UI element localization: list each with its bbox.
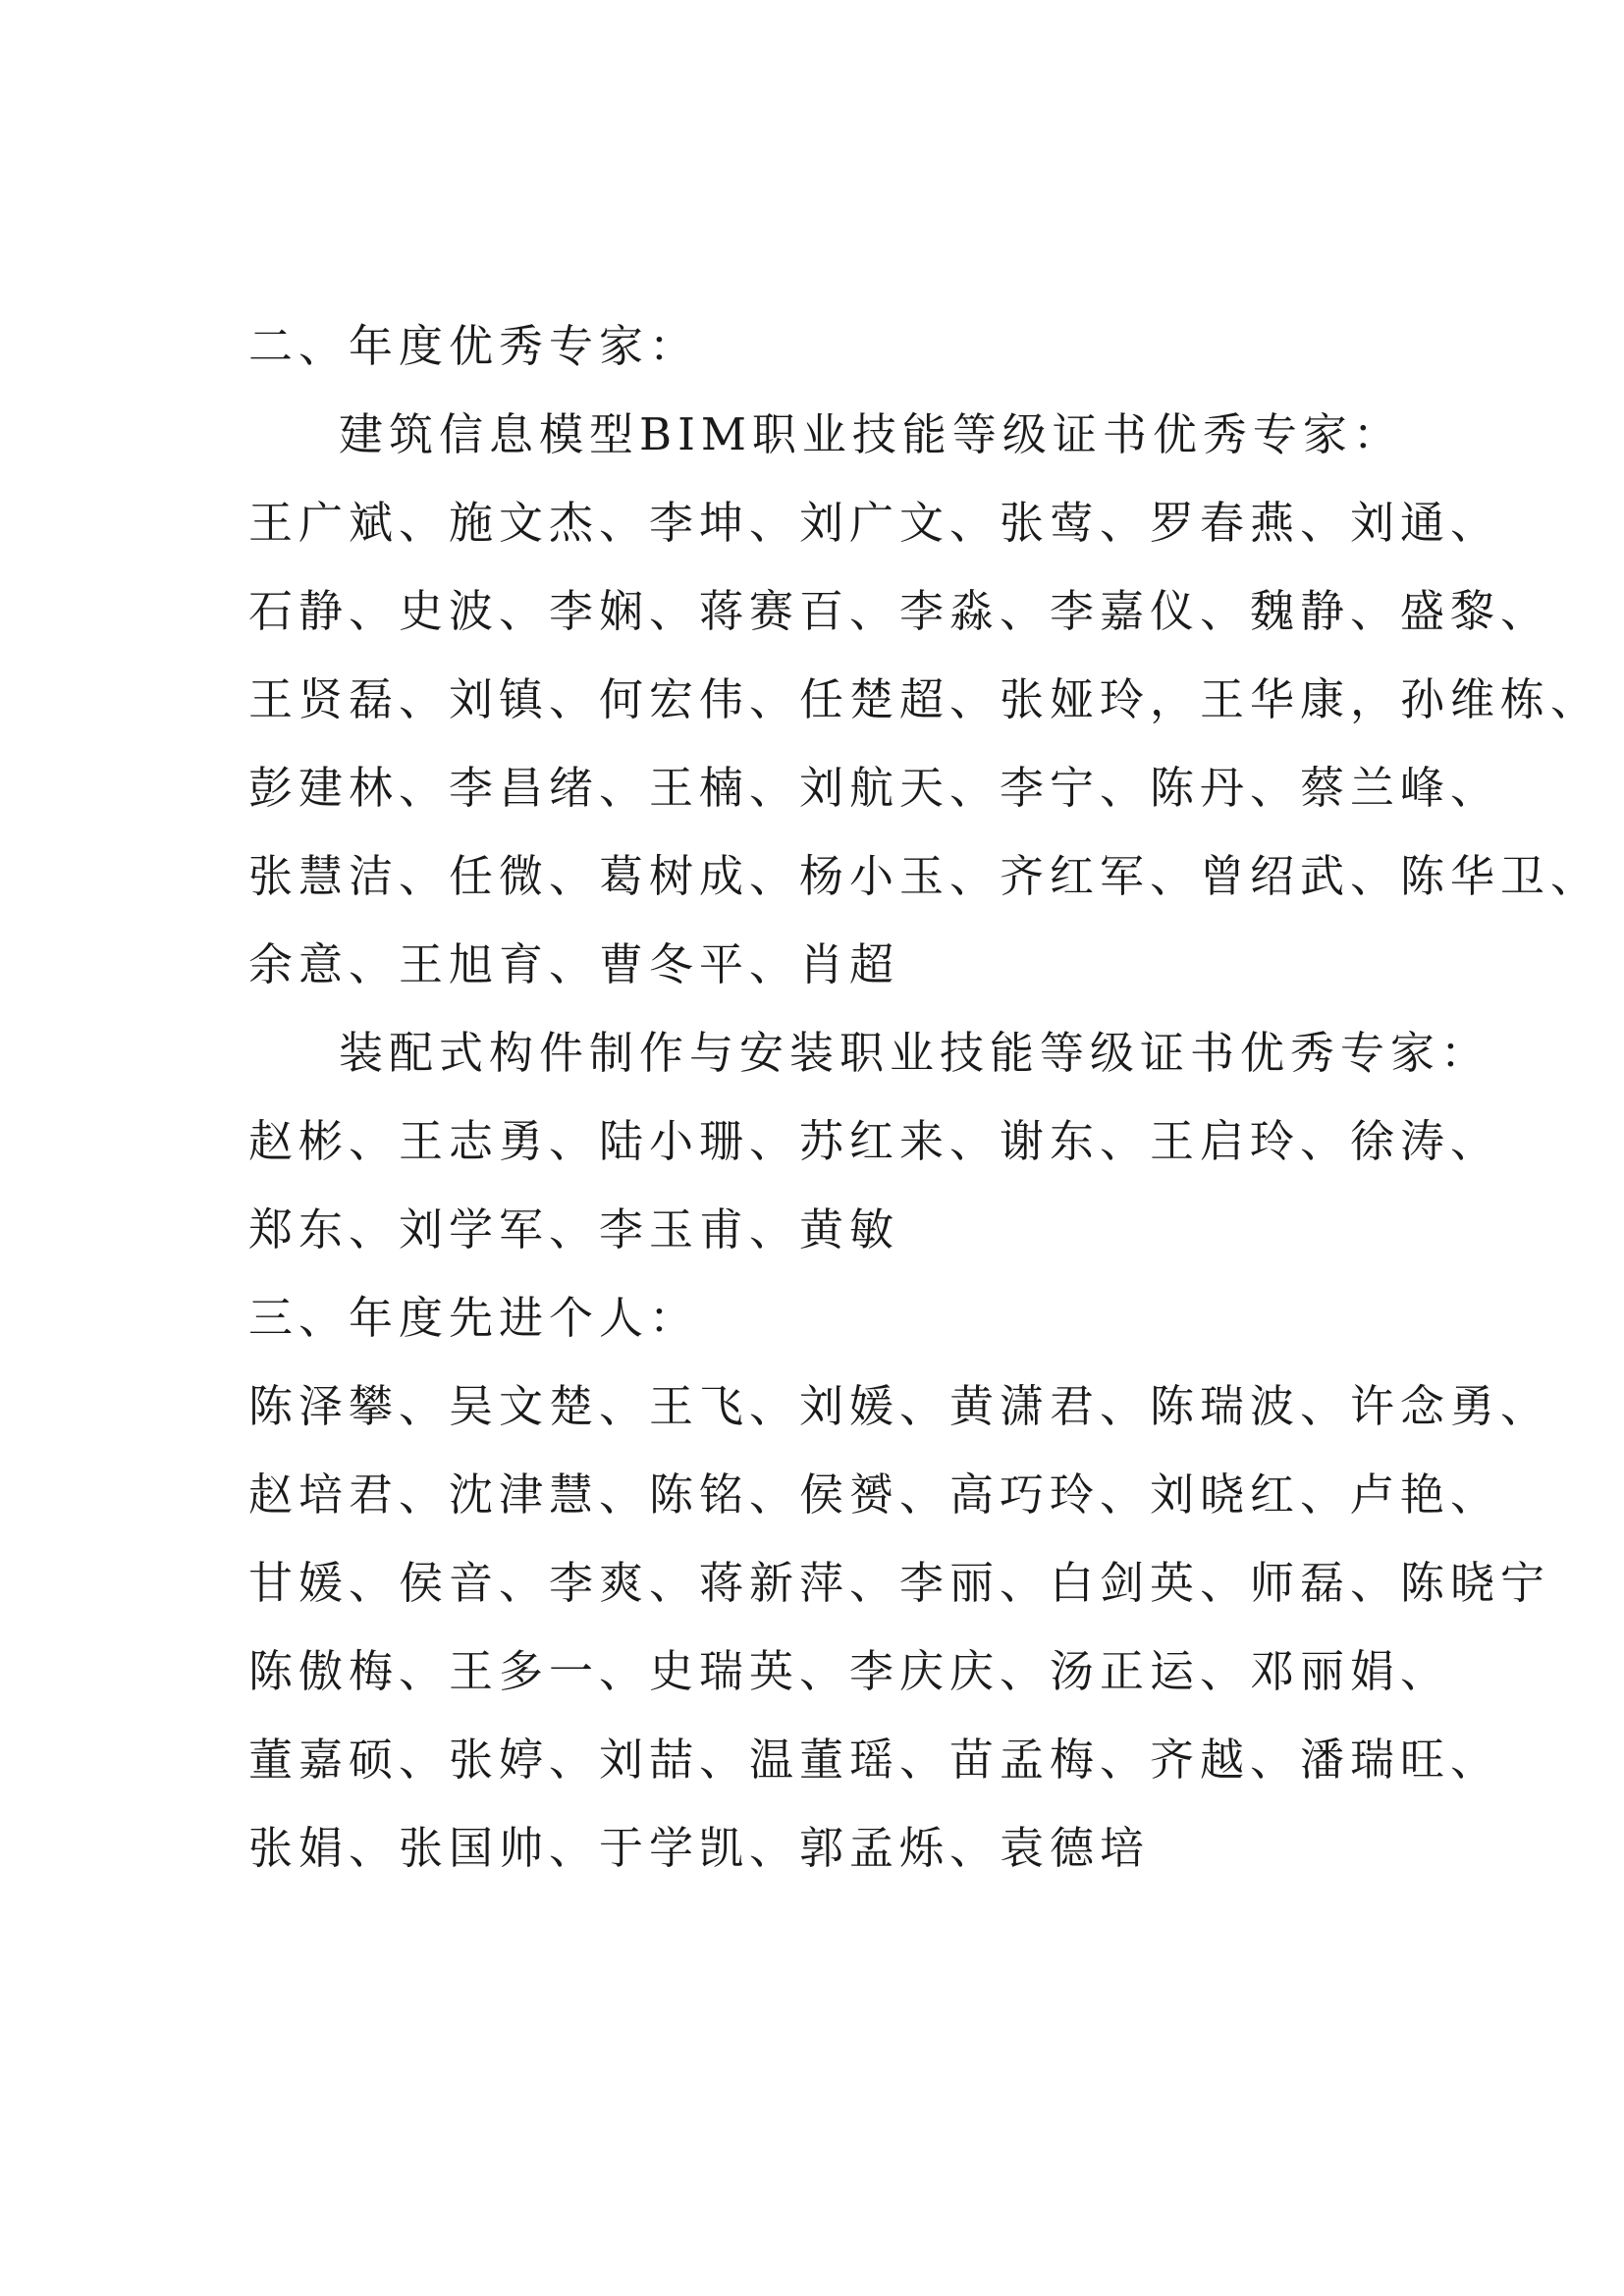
prefab-experts-title: 装配式构件制作与安装职业技能等级证书优秀专家： [339,1027,1491,1079]
bim-expert-names-line: 彭建林、李昌绪、王楠、刘航天、李宁、陈丹、蔡兰峰、 [248,762,1501,814]
bim-expert-names-line: 王广斌、施文杰、李坤、刘广文、张莺、罗春燕、刘通、 [248,497,1501,549]
bim-expert-names-line: 张慧洁、任微、葛树成、杨小玉、齐红军、曾绍武、陈华卫、 [248,850,1601,902]
bim-expert-names-line: 王贤磊、刘镇、何宏伟、任楚超、张娅玲，王华康，孙维栋、 [248,673,1601,725]
advanced-individual-names-line: 张娟、张国帅、于学凯、郭孟烁、袁德培 [248,1822,1151,1874]
document-body [248,302,1601,1893]
prefab-expert-names-line: 赵彬、王志勇、陆小珊、苏红来、谢东、王启玲、徐涛、 [248,1115,1501,1167]
advanced-individual-names-line: 赵培君、沈津慧、陈铭、侯赟、高巧玲、刘晓红、卢艳、 [248,1468,1501,1521]
advanced-individual-names-line: 陈傲梅、王多一、史瑞英、李庆庆、汤正运、邓丽娟、 [248,1645,1451,1697]
section-2-heading: 二、年度优秀专家： [248,320,700,372]
section-3-heading: 三、年度先进个人： [248,1292,700,1344]
advanced-individual-names-line: 甘媛、侯音、李爽、蒋新萍、李丽、白剑英、师磊、陈晓宁 [248,1557,1551,1609]
prefab-expert-names-line: 郑东、刘学军、李玉甫、黄敏 [248,1203,900,1255]
advanced-individual-names-line: 董嘉硕、张婷、刘喆、温董瑶、苗孟梅、齐越、潘瑞旺、 [248,1734,1501,1786]
bim-experts-title: 建筑信息模型BIM职业技能等级证书优秀专家： [339,408,1403,460]
advanced-individual-names-line: 陈泽攀、吴文楚、王飞、刘媛、黄潇君、陈瑞波、许念勇、 [248,1380,1551,1432]
bim-expert-names-line: 石静、史波、李娴、蒋赛百、李淼、李嘉仪、魏静、盛黎、 [248,585,1551,637]
bim-expert-names-line: 余意、王旭育、曹冬平、肖超 [248,938,900,990]
